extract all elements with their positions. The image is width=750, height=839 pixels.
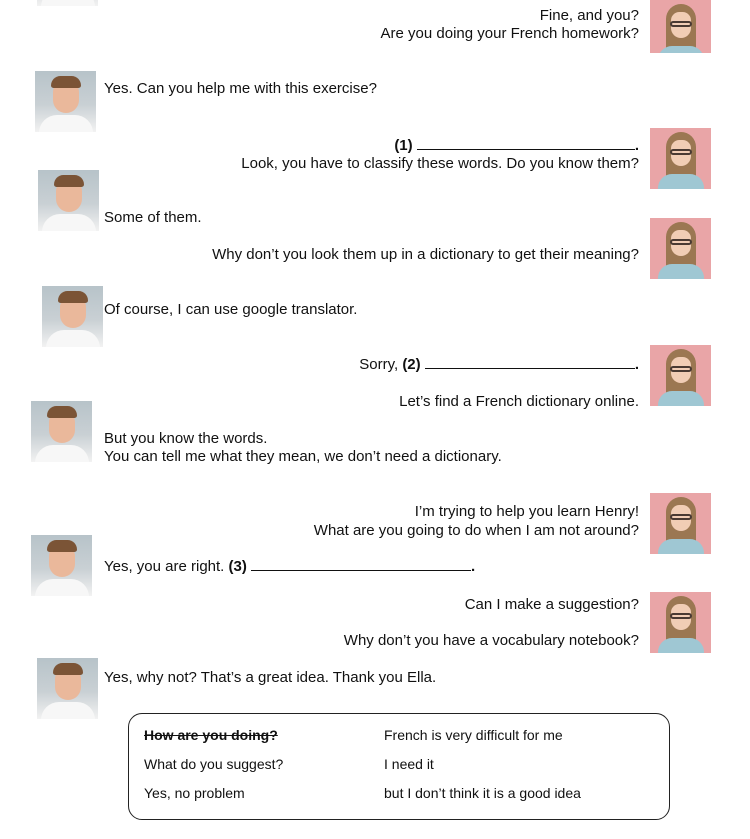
girl-line: Look, you have to classify these words. Do you know them? <box>241 155 639 172</box>
girl-line: Why don’t you have a vocabulary notebook? <box>343 632 639 649</box>
girl-avatar <box>650 218 711 279</box>
girl-avatar <box>650 0 711 53</box>
period: . <box>634 137 639 154</box>
blank-3-line <box>104 558 475 576</box>
period: . <box>634 356 639 373</box>
blank-2[interactable] <box>425 356 635 369</box>
blank-1[interactable] <box>417 137 635 150</box>
boy-avatar <box>35 71 96 132</box>
boy-line: Some of them. <box>104 209 202 226</box>
boy-line: Yes. Can you help me with this exercise? <box>104 80 377 97</box>
girl-avatar <box>650 345 711 406</box>
word-option: but I don’t think it is a good idea <box>384 785 581 801</box>
girl-line: What are you going to do when I am not around? <box>313 522 639 539</box>
prefix-text: Sorry, <box>359 356 403 373</box>
girl-avatar <box>650 493 711 554</box>
girl-line: Can I make a suggestion? <box>464 596 639 613</box>
blank-3-label: (3) <box>228 558 247 575</box>
boy-avatar <box>38 170 99 231</box>
word-option: Yes, no problem <box>144 785 245 801</box>
girl-line: Are you doing your French homework? <box>380 25 639 42</box>
boy-avatar <box>37 0 98 6</box>
girl-line: I’m trying to help you learn Henry! <box>414 503 639 520</box>
boy-avatar <box>42 286 103 347</box>
word-option: What do you suggest? <box>144 756 284 772</box>
blank-2-label: (2) <box>402 356 421 373</box>
boy-line: Yes, why not? That’s a great idea. Thank you Ella. <box>104 669 437 686</box>
blank-3[interactable] <box>251 558 471 571</box>
girl-avatar <box>650 128 711 189</box>
girl-line: Why don’t you look them up in a dictionary to get their meaning? <box>212 246 639 263</box>
blank-1-line <box>394 137 639 155</box>
prefix-text: Yes, you are right. <box>104 558 229 575</box>
boy-line: Of course, I can use google translator. <box>104 301 358 318</box>
word-bank-box <box>128 713 670 820</box>
girl-line: Let’s find a French dictionary online. <box>399 393 639 410</box>
boy-avatar <box>31 535 92 596</box>
word-option-crossed: How are you doing? <box>144 727 278 743</box>
boy-avatar <box>31 401 92 462</box>
blank-1-label: (1) <box>394 137 413 154</box>
boy-avatar <box>37 658 98 719</box>
period: . <box>471 558 476 575</box>
blank-2-line <box>359 356 639 374</box>
word-option: French is very difficult for me <box>384 727 563 743</box>
boy-line: You can tell me what they mean, we don’t need a dictionary. <box>104 448 502 465</box>
boy-line: But you know the words. <box>104 430 268 447</box>
girl-line: Fine, and you? <box>539 7 639 24</box>
girl-avatar <box>650 592 711 653</box>
word-option: I need it <box>384 756 434 772</box>
